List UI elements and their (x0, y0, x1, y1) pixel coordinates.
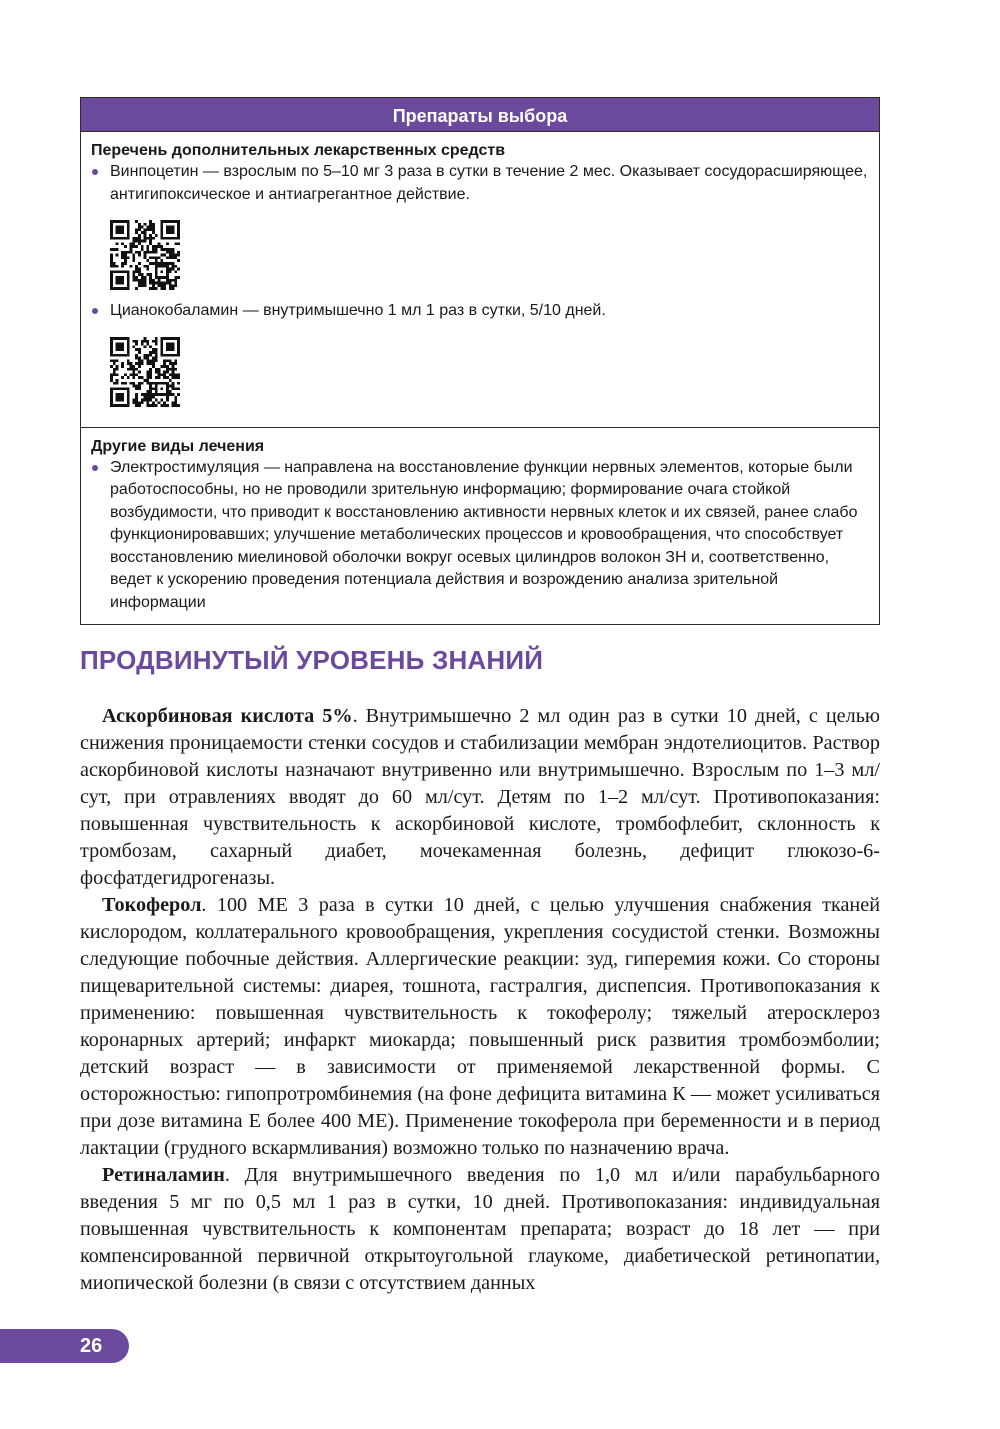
drugs-of-choice-box (80, 97, 880, 625)
paragraph (80, 1162, 880, 1297)
drug-name: Ретиналамин (102, 1164, 225, 1186)
drug-name: Аскорбиновая кислота 5% (102, 705, 353, 727)
additional-drugs-section (81, 132, 879, 427)
list-item: Электростимуляция — направлена на восстановление функции нервных элементов, которые были работоспособны, но не проводили зрительную информацию; формирование очага стойкой возбудимости, что приводит к восстановлению активности нервных клеток и их связей, ранее слабо функционировавших; улучшение метаболических процессов и кровообращения, что способствует восстановлению миелиновой оболочки вокруг осевых цилиндров волокон ЗН и, соответственно, ведет к ускорению проведения потенциала действия и возрождению анализа зрительной информации (91, 457, 869, 615)
other-treatments-section (81, 427, 879, 625)
body-text (80, 703, 880, 1297)
paragraph-text: . Для внутримышечного введения по 1,0 мл и/или парабульбарного введения 5 мг по 0,5 мл 1 раз в сутки, 10 дней. Противопоказания: индивидуальная повышенная чувствительность к компонентам препарата; возраст до 18 лет — при компенсированной первичной открытоугольной глаукоме, диабетической ретинопатии, миопической болезни (в связи с отсутствием данных (80, 1164, 880, 1294)
paragraph (80, 703, 880, 892)
paragraph-text: . Внутримышечно 2 мл один раз в сутки 10 дней, с целью снижения проницаемости стенки сосудов и стабилизации мембран эндотелиоцитов. Раствор аскорбиновой кислоты назначают внутривенно или внутримышечно. Взрослым по 1–3 мл/сут, при отравлениях вводят до 60 мл/сут. Детям по 1–2 мл/сут. Противопоказания: повышенная чувствительность к аскорбиновой кислоте, тромбофлебит, склонность к тромбозам, сахарный диабет, мочекаменная болезнь, дефицит глюкозо-6-фосфатдегидрогеназы. (80, 705, 880, 889)
section-title: Другие виды лечения (91, 437, 265, 455)
list-item: Цианокобаламин — внутримышечно 1 мл 1 раз в сутки, 5/10 дней. (91, 300, 869, 323)
paragraph (80, 892, 880, 1162)
page-number: 26 (0, 1329, 129, 1363)
section-title: Перечень дополнительных лекарственных средств (91, 142, 506, 159)
drug-name: Токоферол (102, 894, 202, 916)
box-header: Препараты выбора (81, 98, 879, 132)
list-item: Винпоцетин — взрослым по 5–10 мг 3 раза в сутки в течение 2 мес. Оказывает сосудорасширяющее, антигипоксическое и антиагрегантное действие. (91, 161, 869, 206)
section-heading: ПРОДВИНУТЫЙ УРОВЕНЬ ЗНАНИЙ (80, 645, 544, 675)
qr-code-icon[interactable] (110, 220, 180, 290)
paragraph-text: . 100 МЕ 3 раза в сутки 10 дней, с целью улучшения снабжения тканей кислородом, коллатерального кровообращения, укрепления сосудистой стенки. Возможны следующие побочные действия. Аллергические реакции: зуд, гиперемия кожи. Со стороны пищеварительной системы: диарея, тошнота, гастралгия, диспепсия. Противопоказания к применению: повышенная чувствительность к токоферолу; тяжелый атеросклероз коронарных артерий; инфаркт миокарда; повышенный риск развития тромбоэмболии; детский возраст — в зависимости от применяемой лекарственной формы. С осторожностью: гипопротромбинемия (на фоне дефицита витамина К — может усиливаться при дозе витамина Е более 400 МЕ). Применение токоферола при беременности и в период лактации (грудного вскармливания) возможно только по назначению врача. (80, 894, 880, 1159)
qr-code-icon[interactable] (110, 337, 180, 407)
